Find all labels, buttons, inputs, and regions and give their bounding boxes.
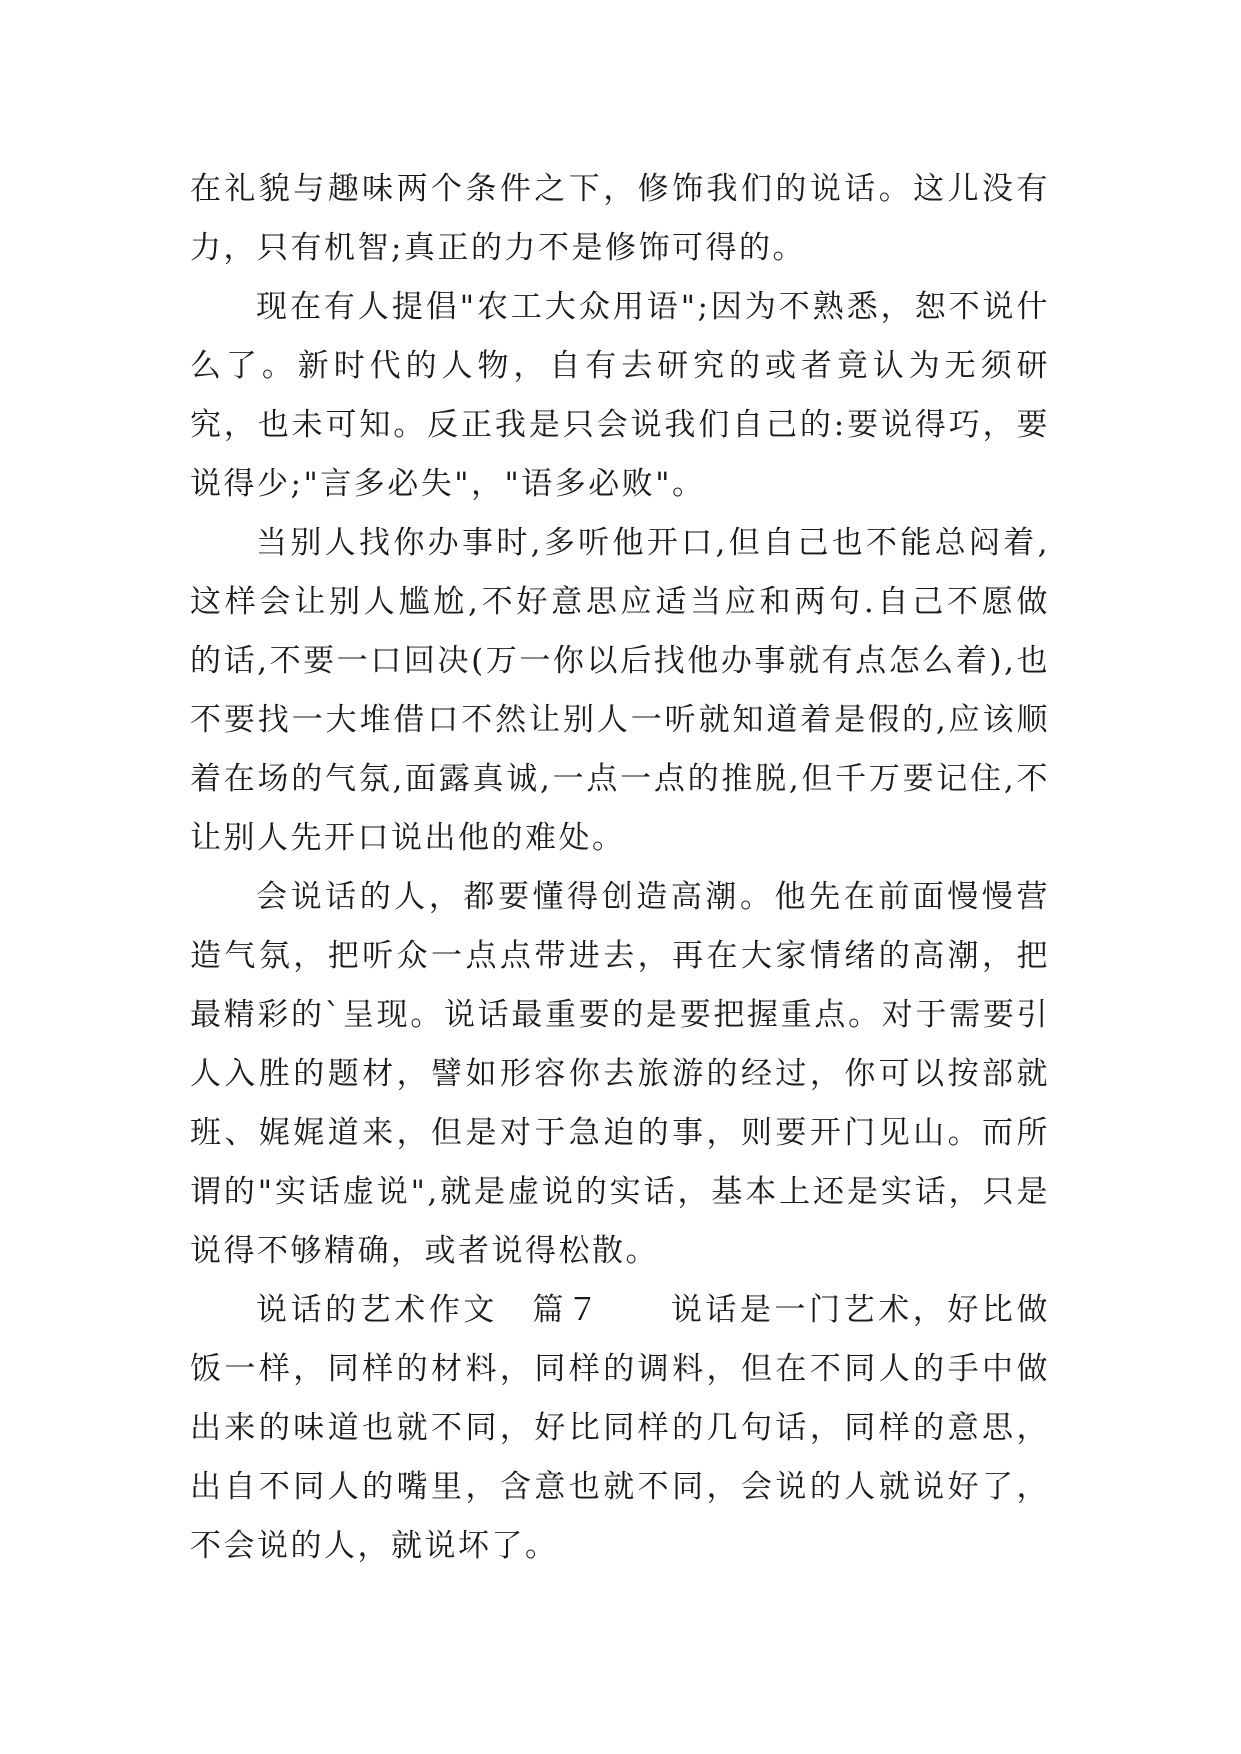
paragraph-1: 在礼貌与趣味两个条件之下，修饰我们的说话。这儿没有力，只有机智;真正的力不是修饰可得的。 [190, 171, 1050, 266]
document-page [190, 160, 1050, 1576]
paragraph-2: 现在有人提倡"农工大众用语";因为不熟悉，恕不说什么了。新时代的人物，自有去研究的或者竟认为无须研究，也未可知。反正我是只会说我们自己的:要说得巧，要说得少;"言多必失"，"语多必败"。 [190, 289, 1050, 502]
paragraph-5: 说话的艺术作文 篇７ 说话是一门艺术，好比做饭一样，同样的材料，同样的调料，但在不同人的手中做出来的味道也就不同，好比同样的几句话，同样的意思，出自不同人的嘴里，含意也就不同，会说的人就说好了，不会说的人，就说坏了。 [190, 1292, 1050, 1564]
paragraph-4: 会说话的人，都要懂得创造高潮。他先在前面慢慢营造气氛，把听众一点点带进去，再在大家情绪的高潮，把最精彩的`呈现。说话最重要的是要把握重点。对于需要引人入胜的题材，譬如形容你去旅游的经过，你可以按部就班、娓娓道来，但是对于急迫的事，则要开门见山。而所谓的"实话虚说",就是虚说的实话，基本上还是实话，只是说得不够精确，或者说得松散。 [190, 879, 1050, 1269]
paragraph-3: 当别人找你办事时,多听他开口,但自己也不能总闷着,这样会让别人尴尬,不好意思应适当应和两句.自己不愿做的话,不要一口回决(万一你以后找他办事就有点怎么着),也不要找一大堆借口不然让别人一听就知道着是假的,应该顺着在场的气氛,面露真诚,一点一点的推脱,但千万要记住,不让别人先开口说出他的难处。 [190, 525, 1050, 856]
